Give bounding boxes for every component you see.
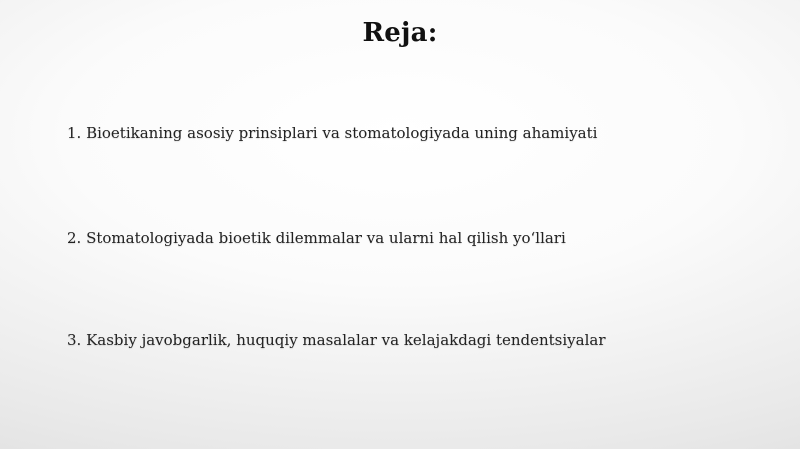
slide-title: Reja: bbox=[362, 18, 438, 48]
plan-item-1: 1. Bioetikaning asosiy prinsiplari va stomatologiyada uning ahamiyati bbox=[67, 124, 598, 142]
plan-item-2: 2. Stomatologiyada bioetik dilemmalar va ularni hal qilish yo‘llari bbox=[67, 229, 566, 247]
plan-item-3: 3. Kasbiy javobgarlik, huquqiy masalalar va kelajakdagi tendentsiyalar bbox=[67, 331, 606, 349]
